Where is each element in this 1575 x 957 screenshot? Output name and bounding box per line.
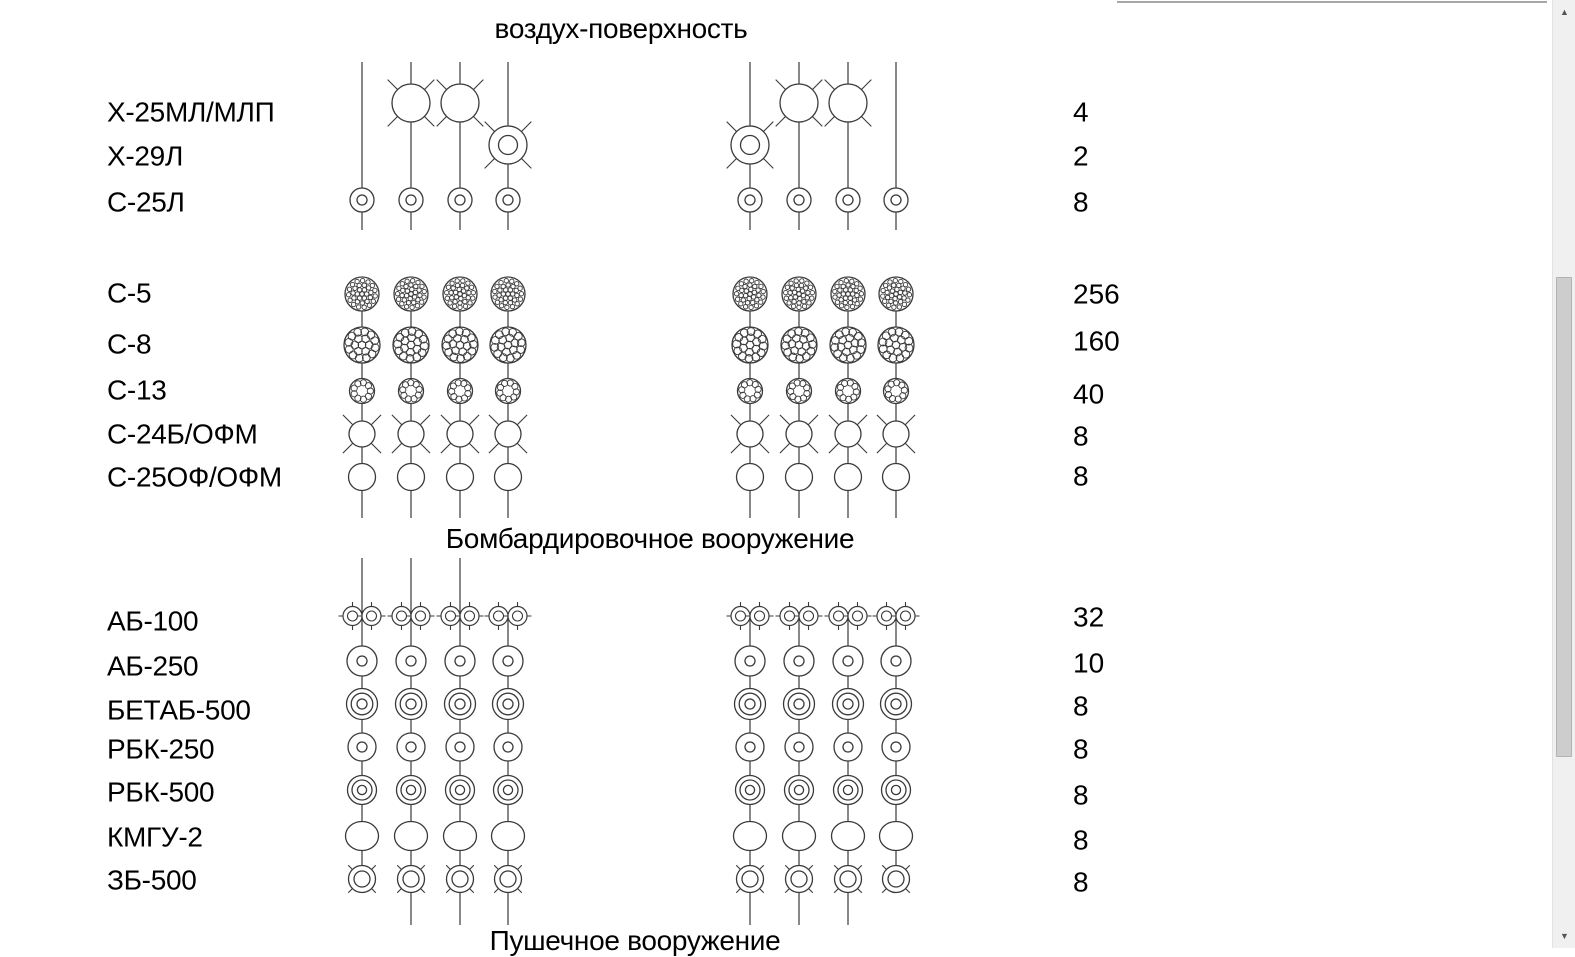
weapon-icon-row [344,327,914,363]
weapon-count: 2 [1073,140,1089,172]
weapon-count: 40 [1073,378,1105,410]
weapon-count: 8 [1073,866,1089,898]
weapon-label: С-8 [107,328,152,360]
weapon-label: С-25ОФ/ОФМ [107,461,282,493]
weapon-count: 8 [1073,186,1089,218]
weapon-icon-row [339,602,920,630]
weapon-icon-row [347,646,911,676]
scrollbar[interactable] [1552,0,1575,948]
scrollbar-up-button[interactable] [1553,3,1575,21]
section-title: Пушечное вооружение [489,925,781,956]
weapon-label: С-25Л [107,186,185,218]
weapon-icon-row [350,188,908,212]
weapon-label: ЗБ-500 [107,864,197,896]
weapon-icon-row [348,733,910,761]
weapon-count: 8 [1073,779,1089,811]
weapon-label: С-13 [107,374,167,406]
weapon-label: КМГУ-2 [107,821,203,853]
weapon-icon-row [349,464,910,491]
weapon-icon-row [485,122,774,169]
weapon-label: С-5 [107,277,152,309]
section-title: воздух-поверхность [494,13,748,44]
weapon-label: АБ-100 [107,605,199,637]
section-title: Бомбардировочное вооружение [445,523,855,554]
scroll-up-arrow-icon: ▲ [1560,6,1569,17]
weapon-label: РБК-500 [107,776,215,808]
weapon-icon-row [350,379,909,404]
weapon-label: АБ-250 [107,650,199,682]
weapon-count: 4 [1073,96,1089,128]
weapon-count: 8 [1073,733,1089,765]
weapon-count: 8 [1073,824,1089,856]
weapon-icon-row [388,80,872,127]
weapon-count: 8 [1073,690,1089,722]
weapon-label: БЕТАБ-500 [107,694,251,726]
weapon-label: РБК-250 [107,733,215,765]
weapon-icon-row [345,277,913,311]
weapon-icon-row [348,865,910,893]
scrollbar-thumb[interactable] [1556,277,1572,757]
weapon-icon-row [347,689,912,720]
weapon-label: С-24Б/ОФМ [107,418,258,450]
weapon-label: Х-29Л [107,140,184,172]
weapon-count: 8 [1073,420,1089,452]
weapon-label: Х-25МЛ/МЛП [107,96,275,128]
weapon-count: 160 [1073,325,1120,357]
weapon-count: 256 [1073,278,1120,310]
weapon-icon-row [343,415,915,453]
weapon-icon-row [348,776,911,805]
scroll-down-arrow-icon: ▼ [1560,930,1569,941]
weapon-count: 8 [1073,460,1089,492]
weapon-count: 32 [1073,601,1105,633]
weapon-count: 10 [1073,647,1105,679]
weapon-icon-row [346,822,913,851]
scrollbar-down-button[interactable] [1553,927,1575,945]
